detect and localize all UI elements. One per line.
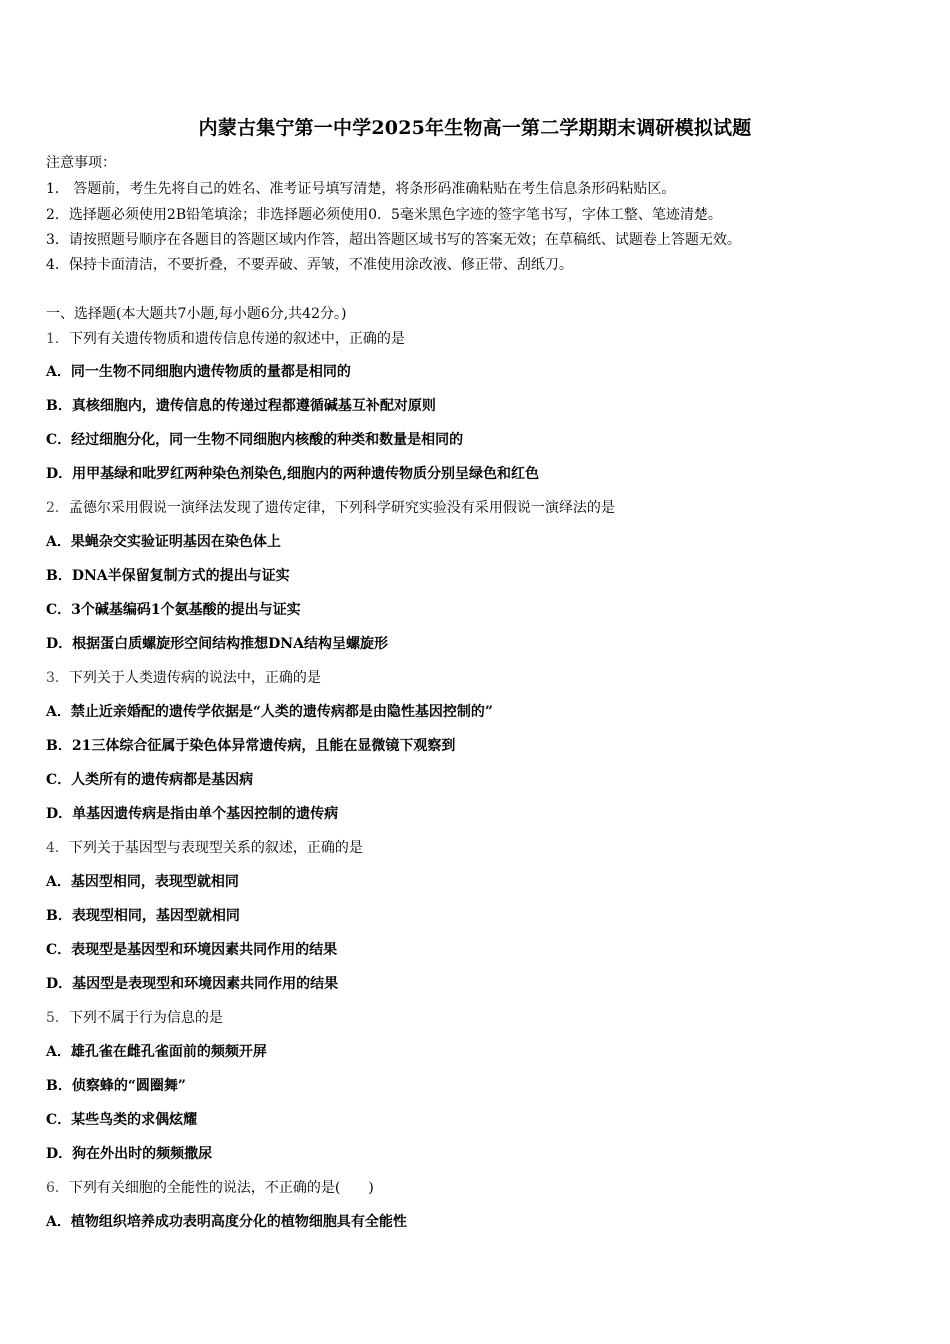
question-text: 下列不属于行为信息的是 [68,1010,223,1026]
answer-option: C．表现型是基因型和环境因素共同作用的结果 [46,942,338,958]
answer-option: B．21三体综合征属于染色体异常遗传病，且能在显微镜下观察到 [46,738,456,754]
section-heading: 一、选择题(本大题共7小题,每小题6分,共42分。) [46,306,347,322]
answer-option: A．同一生物不同细胞内遗传物质的量都是相同的 [46,364,351,380]
answer-option: A．基因型相同，表现型就相同 [46,874,239,890]
answer-option: D．基因型是表现型和环境因素共同作用的结果 [46,976,339,992]
question-number: 6． [46,1180,69,1196]
answer-option: C．人类所有的遗传病都是基因病 [46,772,254,788]
notice-item: 2．选择题必须使用2B铅笔填涂；非选择题必须使用0．5毫米黑色字迹的签字笔书写，字体工整、笔迹清楚。 [46,207,722,223]
answer-option: D．单基因遗传病是指由单个基因控制的遗传病 [46,806,339,822]
question-stem [46,1007,223,1027]
answer-option: B．侦察蜂的“圆圈舞” [46,1078,186,1094]
answer-option: C．某些鸟类的求偶炫耀 [46,1112,198,1128]
question-text: 下列关于人类遗传病的说法中，正确的是 [68,670,321,686]
question-number: 2． [46,500,69,516]
question-number: 1． [46,331,69,347]
question-stem [46,328,405,348]
answer-option: A．植物组织培养成功表明高度分化的植物细胞具有全能性 [46,1214,407,1230]
question-text: 孟德尔采用假说一演绎法发现了遗传定律，下列科学研究实验没有采用假说一演绎法的是 [68,500,615,516]
notice-item: 3．请按照题号顺序在各题目的答题区域内作答，超出答题区域书写的答案无效；在草稿纸、试题卷上答题无效。 [46,232,741,248]
answer-option: D．狗在外出时的频频撒尿 [46,1146,213,1162]
answer-option: B．DNA半保留复制方式的提出与证实 [46,568,290,584]
question-number: 4． [46,840,69,856]
answer-option: C．3个碱基编码1个氨基酸的提出与证实 [46,602,301,618]
question-number: 5． [46,1010,69,1026]
document-title: 内蒙古集宁第一中学2025年生物高一第二学期期末调研模拟试题 [198,117,752,139]
question-text: 下列有关遗传物质和遗传信息传递的叙述中，正确的是 [68,331,405,347]
answer-option: D．根据蛋白质螺旋形空间结构推想DNA结构呈螺旋形 [46,636,388,652]
answer-option: B．表现型相同，基因型就相同 [46,908,240,924]
question-stem [46,497,615,517]
answer-option: A．果蝇杂交实验证明基因在染色体上 [46,534,281,550]
question-stem [46,1177,374,1197]
question-text: 下列有关细胞的全能性的说法，不正确的是( ) [68,1180,374,1196]
notice-heading: 注意事项： [46,155,116,171]
question-number: 3． [46,670,69,686]
answer-option: C．经过细胞分化，同一生物不同细胞内核酸的种类和数量是相同的 [46,432,464,448]
answer-option: B．真核细胞内，遗传信息的传递过程都遵循碱基互补配对原则 [46,398,436,414]
answer-option: A．禁止近亲婚配的遗传学依据是“人类的遗传病都是由隐性基因控制的” [46,704,493,720]
answer-option: D．用甲基绿和吡罗红两种染色剂染色,细胞内的两种遗传物质分别呈绿色和红色 [46,466,540,482]
answer-option: A．雄孔雀在雌孔雀面前的频频开屏 [46,1044,267,1060]
notice-item: 4．保持卡面清洁，不要折叠，不要弄破、弄皱，不准使用涂改液、修正带、刮纸刀。 [46,257,573,273]
question-text: 下列关于基因型与表现型关系的叙述，正确的是 [68,840,363,856]
question-stem [46,837,363,857]
question-stem [46,667,321,687]
notice-item: 1． 答题前，考生先将自己的姓名、准考证号填写清楚，将条形码准确粘贴在考生信息条形码粘贴区。 [46,181,676,197]
